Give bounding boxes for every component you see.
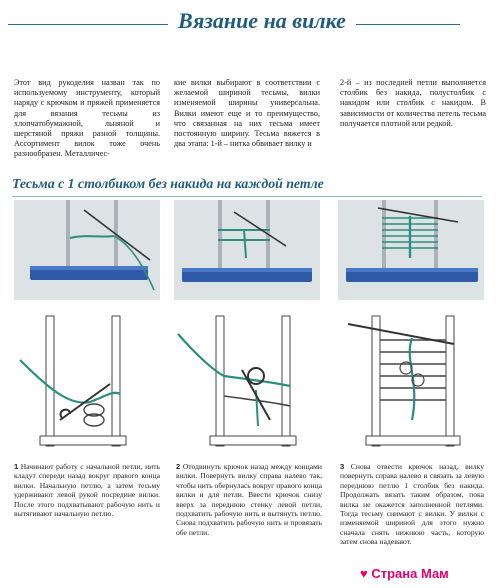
step-1-text: [14, 462, 160, 518]
intro-column-3: 2-й – из последней петли выполняется столбик без накида, полустолбик с накидом или столбик с накидом. В зависимости от количества петель тесьма получается плотной или редкой.: [340, 78, 486, 128]
step-2-text: [176, 462, 322, 537]
step-number: 2: [176, 462, 181, 471]
fork-photo-image: [338, 200, 484, 300]
watermark: [360, 566, 449, 581]
fork-photo-image: [174, 200, 320, 300]
crochet-diagram-image: [10, 310, 160, 458]
step-description: Начинают работу с начальной петли, нить кладут спереди назад вокруг правого конца вилки. Начальную петлю, а затем тесьму удерживают левой рукой посредине вилки. После этого подхватывают рабочую нить и вытягивают начальную петлю.: [14, 462, 160, 519]
intro-column-2: кие вилки выбирают в соответствии с желаемой шириной тесьмы, вилки изменяемой ширины универсальна. Вилки имеют еще и то преимущество, что связанная на них тесьма имеет постоянную ширину. Тесьма вяжется в два этапа: 1-й – нитка обвивает вилку и: [174, 78, 320, 149]
step-3-text: [340, 462, 484, 547]
fork-photo-image: [14, 200, 160, 300]
title-bar: [0, 6, 468, 33]
step-1-diagram: [10, 310, 160, 458]
step-3-photo: [338, 200, 484, 300]
step-2-photo: [174, 200, 320, 300]
step-2-diagram: [172, 310, 322, 458]
step-1-photo: [14, 200, 160, 300]
crochet-diagram-image: [172, 310, 322, 458]
watermark-text: Страна Мам: [371, 566, 449, 581]
step-number: 3: [340, 462, 345, 471]
crochet-diagram-image: [334, 310, 484, 458]
heart-icon: ♥: [360, 566, 368, 581]
section-title: Тесьма с 1 столбиком без накида на каждой петле: [12, 176, 324, 191]
header: [0, 0, 500, 72]
page-title: Вязание на вилке: [168, 8, 356, 34]
step-description: Отодвинуть крючок назад между концами вилки. Повернуть вилку справа налево так, чтобы нить обернулась вокруг правого конца вилки и для петли. Ввести крючок снизу вверх за переднюю стенку левой петли, подхватить рабочую нить и вытянуть петлю. Снова подхватить рабочую нить и провязать обе петли.: [176, 462, 322, 537]
intro-column-1: Этот вид рукоделия назван так по используемому инструменту, который наряду с крючком и пряжей применяется для вязания тесьмы из хлопчатобумажной, льняной и шерстяной пряжи разной толщины. Ассортимент вилок тоже очень разнообразен. Металличес-: [14, 78, 160, 159]
section-divider: [12, 196, 482, 197]
step-3-diagram: [334, 310, 484, 458]
step-number: 1: [14, 462, 19, 471]
step-description: Снова отвести крючок назад, вилку повернуть справа налево и связать за левую переднюю петлю 1 столбик без накида. Продолжать вязать таким образом, пока вилка не окажется заполненной петлями. Тогда тесьму снимают с вилки. У вилки с изменяемой шириной для этого нужно сначала снять нижнюю часть, которую затем снова надевают.: [340, 462, 484, 547]
